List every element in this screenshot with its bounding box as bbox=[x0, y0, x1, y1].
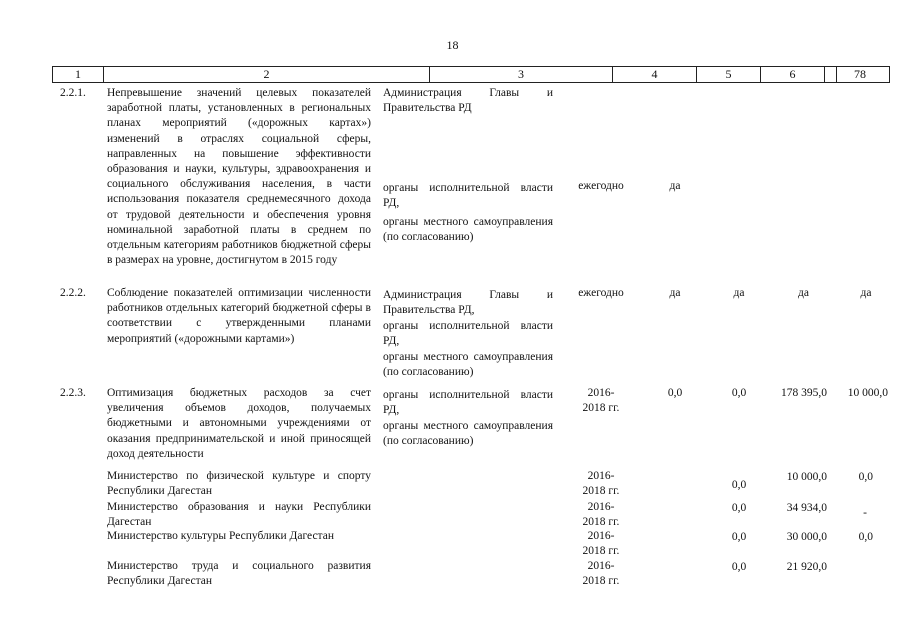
row-description: Министерство культуры Республики Дагестан bbox=[107, 530, 334, 542]
row-period: 2016- 2018 гг. bbox=[582, 501, 620, 529]
row-executor: органы местного самоуправления (по согласованию) bbox=[383, 216, 553, 244]
row-value-col7: 21 920,0 bbox=[786, 561, 827, 573]
row-value-col7: 178 395,0 bbox=[781, 387, 827, 399]
row-value-col6: 0,0 bbox=[731, 531, 747, 543]
row-value-col6: да bbox=[733, 287, 745, 299]
row-description: Министерство образования и науки Республики Дагестан bbox=[107, 501, 371, 529]
row-period: ежегодно bbox=[578, 180, 624, 192]
row-value-col8: да bbox=[860, 287, 872, 299]
column-header-7: 7 bbox=[824, 67, 889, 82]
row-number: 2.2.1. bbox=[60, 87, 86, 99]
row-period: 2016- 2018 гг. bbox=[582, 530, 620, 558]
table-header-row bbox=[52, 66, 890, 83]
row-value-col5: 0,0 bbox=[667, 387, 683, 399]
row-executor: Администрация Главы и Правительства РД, bbox=[383, 289, 553, 317]
row-executor: органы местного самоуправления (по согласованию) bbox=[383, 351, 553, 379]
row-description: Соблюдение показателей оптимизации численности работников отдельных категорий бюджетной сферы в соответствии с утвержденными планами мероприятий («дорожными картами») bbox=[107, 287, 371, 345]
row-value-col6: 0,0 bbox=[731, 561, 747, 573]
row-executor: органы исполнительной власти РД, bbox=[383, 320, 553, 348]
row-value-col7: 34 934,0 bbox=[786, 502, 827, 514]
column-header-4: 4 bbox=[612, 67, 696, 82]
column-header-2: 2 bbox=[103, 67, 429, 82]
row-period: 2016- 2018 гг. bbox=[582, 387, 620, 415]
row-executor: Администрация Главы и Правительства РД bbox=[383, 87, 553, 115]
column-header-8: 8 bbox=[836, 67, 889, 82]
row-period: 2016- 2018 гг. bbox=[582, 470, 620, 498]
row-description: Непревышение значений целевых показателей заработной платы, установленных в региональных планах мероприятий («дорожных картах») изменений в отраслях социальной сферы, направленных на повышение эффективности образования и науки, культуры, здравоохранения и социального обслуживания населения, в части использования показателя среднемесячного дохода от трудовой деятельности и обеспечения уровня номинальной заработной платы в среднем по отдельным категориям работников бюджетной сферы в размерах на уровне, достигнутом в 2015 году bbox=[107, 87, 371, 267]
row-value-col7: да bbox=[798, 287, 809, 299]
row-period: ежегодно bbox=[578, 287, 624, 299]
row-value-col8: - bbox=[863, 507, 867, 519]
page-number: 18 bbox=[446, 38, 459, 52]
row-value-col8: 0,0 bbox=[858, 531, 873, 543]
row-number: 2.2.3. bbox=[60, 387, 86, 399]
row-executor: органы местного самоуправления (по согласованию) bbox=[383, 420, 553, 448]
row-value-col6: 0,0 bbox=[731, 479, 747, 491]
row-description: Министерство труда и социального развития Республики Дагестан bbox=[107, 560, 371, 588]
row-value-col8: 0,0 bbox=[858, 471, 873, 483]
row-value-col5: да bbox=[669, 180, 681, 192]
row-period: 2016- 2018 гг. bbox=[582, 560, 620, 588]
column-header-6: 6 bbox=[760, 67, 824, 82]
column-header-1: 1 bbox=[75, 67, 81, 81]
row-value-col8: 10 000,0 bbox=[847, 387, 888, 399]
row-value-col6: 0,0 bbox=[731, 502, 747, 514]
row-value-col7: 10 000,0 bbox=[786, 471, 827, 483]
row-executor: органы исполнительной власти РД, bbox=[383, 182, 553, 210]
row-value-col7: 30 000,0 bbox=[786, 531, 827, 543]
row-value-col6: 0,0 bbox=[731, 387, 747, 399]
row-number: 2.2.2. bbox=[60, 287, 86, 299]
row-description: Министерство по физической культуре и спорту Республики Дагестан bbox=[107, 470, 371, 498]
column-header-3: 3 bbox=[429, 67, 612, 82]
row-description: Оптимизация бюджетных расходов за счет увеличения объемов доходов, получаемых бюджетными и автономными учреждениями от оказания предпринимательской и иной приносящей доход деятельности bbox=[107, 387, 371, 460]
row-executor: органы исполнительной власти РД, bbox=[383, 389, 553, 417]
column-header-5: 5 bbox=[696, 67, 760, 82]
row-value-col5: да bbox=[669, 287, 681, 299]
